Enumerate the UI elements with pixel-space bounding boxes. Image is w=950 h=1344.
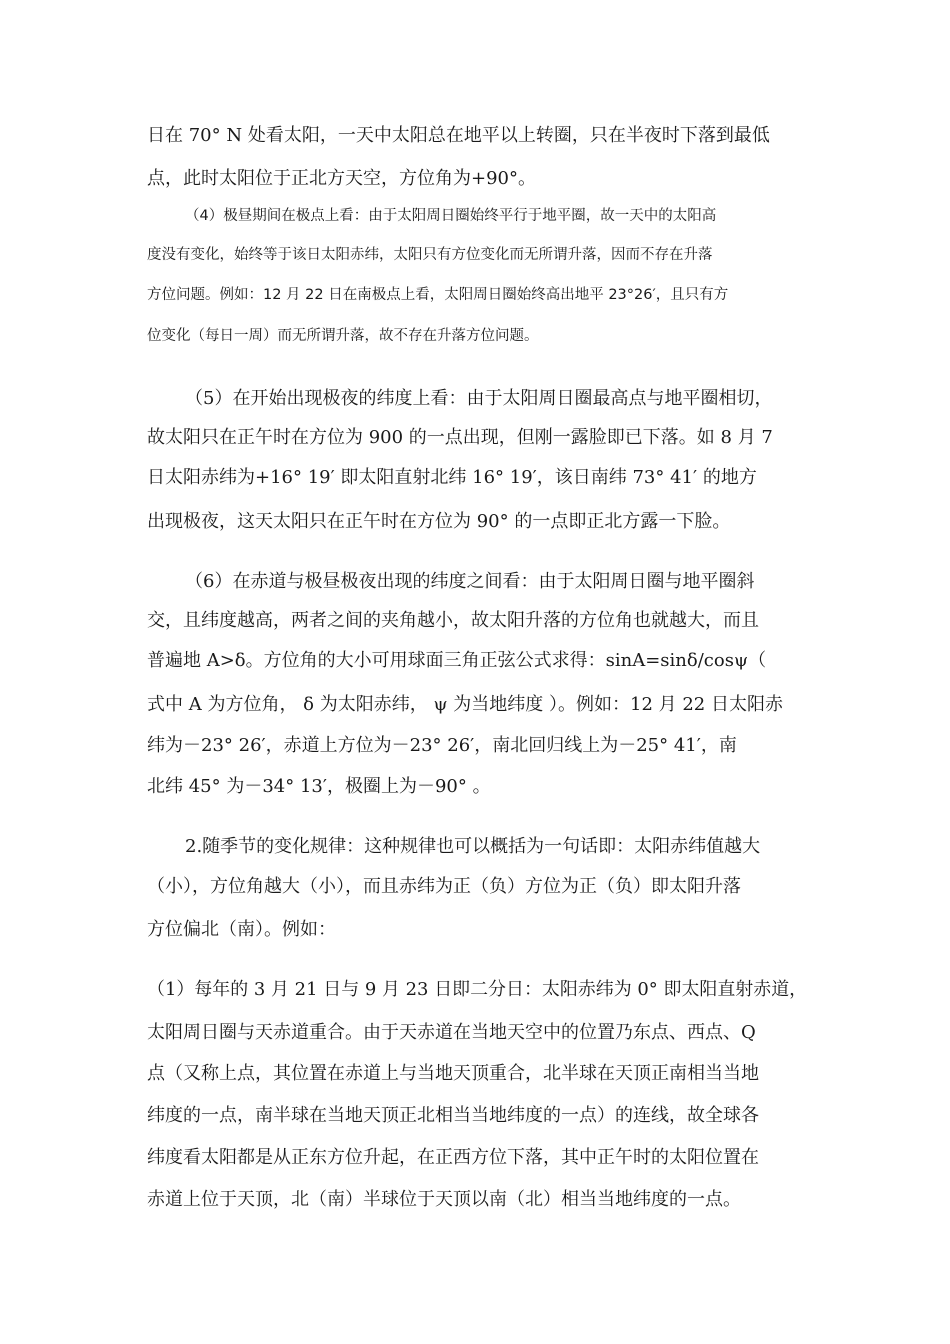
text-line: 出现极夜，这天太阳只在正午时在方位为 90° 的一点即正北方露一下脸。 [147, 511, 731, 532]
text-line: （5）在开始出现极夜的纬度上看：由于太阳周日圈最高点与地平圈相切， [185, 388, 773, 409]
text-line: （小），方位角越大（小），而且赤纬为正（负）方位为正（负）即太阳升落 [147, 876, 741, 897]
text-line: 位变化（每日一周）而无所谓升落，故不存在升落方位问题。 [147, 328, 539, 344]
text-line: 普遍地 A>δ。方位角的大小可用球面三角正弦公式求得：sinA=sinδ/cosψ（ [147, 650, 767, 671]
text-line: 日在 70° N 处看太阳，一天中太阳总在地平以上转圈，只在半夜时下落到最低 [147, 125, 770, 146]
text-line: 纬度的一点，南半球在当地天顶正北相当当地纬度的一点）的连线，故全球各 [147, 1105, 759, 1126]
text-line: 北纬 45° 为－34° 13′，极圈上为－90° 。 [147, 776, 491, 797]
text-line: （4）极昼期间在极点上看：由于太阳周日圈始终平行于地平圈，故一天中的太阳高 [185, 208, 717, 224]
text-line: 2.随季节的变化规律：这种规律也可以概括为一句话即：太阳赤纬值越大 [185, 836, 761, 857]
text-line: 日太阳赤纬为+16° 19′ 即太阳直射北纬 16° 19′，该日南纬 73° 41′ 的地方 [147, 467, 757, 488]
text-line: 点，此时太阳位于正北方天空，方位角为+90°。 [147, 168, 536, 189]
text-line: 方位问题。例如：12 月 22 日在南极点上看，太阳周日圈始终高出地平 23°26′，且只有方 [147, 287, 729, 303]
text-line: 度没有变化，始终等于该日太阳赤纬，太阳只有方位变化而无所谓升落，因而不存在升落 [147, 247, 713, 263]
text-line: 交，且纬度越高，两者之间的夹角越小，故太阳升落的方位角也就越大，而且 [147, 610, 759, 631]
text-line: 纬为－23° 26′，赤道上方位为－23° 26′，南北回归线上为－25° 41′，南 [147, 735, 737, 756]
text-line: 方位偏北（南）。例如： [147, 919, 336, 940]
text-line: （1）每年的 3 月 21 日与 9 月 23 日即二分日：太阳赤纬为 0° 即太阳直射赤道， [147, 979, 808, 1000]
text-line: 纬度看太阳都是从正东方位升起，在正西方位下落，其中正午时的太阳位置在 [147, 1147, 759, 1168]
text-line: 太阳周日圈与天赤道重合。由于天赤道在当地天空中的位置乃东点、西点、Q [147, 1022, 756, 1043]
text-line: 式中 A 为方位角， δ 为太阳赤纬， ψ 为当地纬度 ）。例如：12 月 22 日太阳赤 [147, 694, 783, 715]
text-line: 点（又称上点，其位置在赤道上与当地天顶重合，北半球在天顶正南相当当地 [147, 1063, 759, 1084]
text-line: 赤道上位于天顶，北（南）半球位于天顶以南（北）相当当地纬度的一点。 [147, 1189, 741, 1210]
text-line: 故太阳只在正午时在方位为 900 的一点出现，但刚一露脸即已下落。如 8 月 7 [147, 427, 773, 448]
text-line: （6）在赤道与极昼极夜出现的纬度之间看：由于太阳周日圈与地平圈斜 [185, 571, 755, 592]
